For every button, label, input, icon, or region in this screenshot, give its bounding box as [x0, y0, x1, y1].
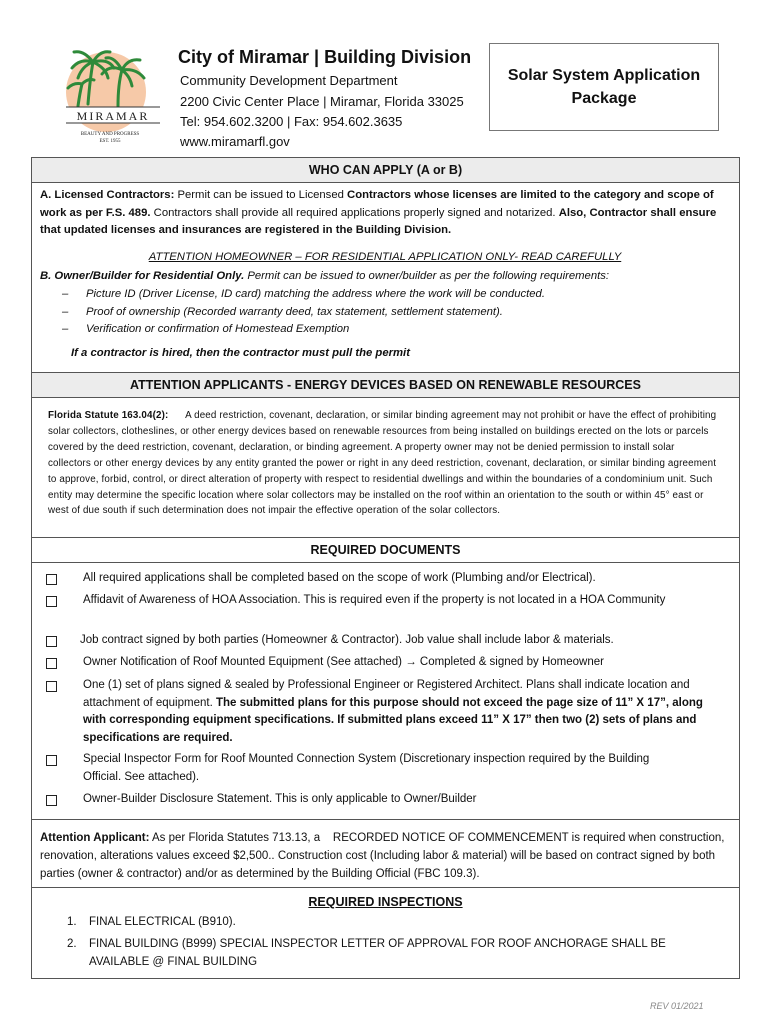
inspection-item: 1. FINAL ELECTRICAL (B910).: [67, 916, 236, 928]
svg-text:MIRAMAR: MIRAMAR: [76, 109, 150, 123]
licensed-text: Permit can be issued to Licensed: [174, 189, 348, 201]
department-line: Community Development Department: [180, 73, 398, 88]
checkbox[interactable]: [46, 755, 57, 766]
arrow-right-icon: →: [405, 656, 417, 668]
divider: [32, 819, 739, 820]
document-item-applications: [44, 570, 724, 590]
phone-line: Tel: 954.602.3200 | Fax: 954.602.3635: [180, 114, 403, 129]
document-item-plans: [44, 677, 724, 749]
address-line: 2200 Civic Center Place | Miramar, Florida 33025: [180, 94, 464, 109]
checkbox[interactable]: [46, 795, 57, 806]
document-item-hoa-affidavit: [44, 592, 724, 630]
required-documents-heading: REQUIRED DOCUMENTS: [310, 543, 461, 557]
statute-label: Florida Statute 163.04(2):: [48, 410, 169, 421]
checkbox[interactable]: [46, 574, 57, 585]
revision-label: REV 01/2021: [650, 1001, 704, 1011]
document-text: Owner Notification of Roof Mounted Equipment (See attached) → Completed & signed by Homeowner: [83, 656, 604, 668]
document-text: All required applications shall be completed based on the scope of work (Plumbing and/or Electrical).: [83, 572, 596, 584]
document-text: Affidavit of Awareness of HOA Association. This is required even if the property is not located in a HOA Community: [83, 594, 666, 606]
checkbox[interactable]: [46, 596, 57, 607]
document-text: Owner-Builder Disclosure Statement. This is only applicable to Owner/Builder: [83, 793, 477, 805]
document-item-special-inspector: [44, 751, 724, 789]
owner-builder-list: [62, 286, 732, 339]
divider: [32, 397, 739, 398]
document-item-owner-notification: [44, 654, 724, 674]
city-logo: [58, 44, 168, 149]
list-item: – Verification or confirmation of Homestead Exemption: [62, 323, 350, 335]
application-title-box: [489, 43, 719, 131]
document-text: Special Inspector Form for Roof Mounted Connection System (Discretionary inspection required by the Building Official. See attached).: [83, 753, 650, 783]
attention-applicant-label: Attention Applicant:: [40, 832, 150, 844]
required-inspections-heading: REQUIRED INSPECTIONS: [308, 895, 463, 909]
licensed-text-2: Contractors shall provide all required applications properly signed and notarized.: [150, 206, 559, 219]
svg-text:BEAUTY AND PROGRESS: BEAUTY AND PROGRESS: [80, 132, 140, 137]
licensed-contractors-paragraph: [40, 187, 730, 240]
divider: [32, 182, 739, 183]
division-title: City of Miramar | Building Division: [178, 47, 472, 67]
svg-text:EST. 1955: EST. 1955: [99, 139, 121, 144]
statute-text: A deed restriction, covenant, declaration, or similar binding agreement may not prohibit or have the effect of prohibiting solar collectors, clotheslines, or other energy devices based on renewable resources from being installed on buildings erected on the lots or parcels covered by the deed restriction, covenant, declaration, or binding agreement. A property owner may not be denied permission to install solar collectors or other energy devices by any entity granted the power or right in any deed restriction, covenant, declaration, or similar binding agreement to approve, forbid, control, or direct alteration of property with respect to residential dwellings and within the boundaries of a condominium unit. Such entity may determine the specific location where solar collectors may be installed on the roof within an orientation to the south or within 45° east or west of due south if such determination does not impair the effective operation of the solar collectors.: [48, 410, 720, 517]
energy-devices-heading: ATTENTION APPLICANTS - ENERGY DEVICES BASED ON RENEWABLE RESOURCES: [32, 373, 739, 397]
owner-builder-paragraph: [40, 268, 730, 286]
application-title-line2: Package: [571, 90, 637, 107]
document-item-owner-builder-disclosure: [44, 791, 724, 811]
checkbox[interactable]: [46, 681, 57, 692]
list-item: – Picture ID (Driver License, ID card) matching the address where the work will be conducted.: [62, 288, 545, 300]
licensed-contractors-label: A. Licensed Contractors:: [40, 189, 175, 201]
application-title-line1: Solar System Application: [507, 67, 701, 84]
document-item-job-contract: [44, 632, 724, 652]
website-link[interactable]: www.miramarfl.gov: [180, 134, 290, 149]
homeowner-attention: ATTENTION HOMEOWNER – FOR RESIDENTIAL APPLICATION ONLY- READ CAREFULLY: [148, 251, 622, 263]
inspection-item: 2. FINAL BUILDING (B999) SPECIAL INSPECTOR LETTER OF APPROVAL FOR ROOF ANCHORAGE SHALL BE AVAILABLE @ FINAL BUILDING: [67, 938, 666, 968]
divider: [32, 887, 739, 888]
contractor-note: If a contractor is hired, then the contractor must pull the permit: [71, 347, 410, 359]
licensed-bold-text-2: Also, Contractor shall ensure that updated licenses and insurances are registered in the Building Division.: [40, 206, 717, 236]
notice-of-commencement-paragraph: [40, 829, 730, 883]
checkbox[interactable]: [46, 636, 57, 647]
who-can-apply-heading: WHO CAN APPLY (A or B): [32, 158, 739, 182]
checkbox[interactable]: [46, 658, 57, 669]
florida-statute-paragraph: [48, 408, 720, 519]
divider: [32, 562, 739, 563]
owner-builder-label: B. Owner/Builder for Residential Only.: [40, 270, 245, 282]
owner-builder-text: Permit can be issued to owner/builder as per the following requirements:: [244, 270, 610, 282]
document-text: Job contract signed by both parties (Homeowner & Contractor). Job value shall include labor & materials.: [80, 634, 614, 646]
list-item: – Proof of ownership (Recorded warranty deed, tax statement, settlement statement).: [62, 305, 503, 318]
licensed-bold-text: Contractors whose licenses are limited to the category and scope of work as per F.S. 489.: [40, 189, 714, 219]
document-text: One (1) set of plans signed & sealed by Professional Engineer or Registered Architect. Plans shall indicate location and attachment of equipment. The submitted plans for this purpose should not exceed the page size of 11” X 17”, along with corresponding equipment specifications. If submitted plans exceed 11” X 17” then two (2) sets of plans and specifications are required.: [83, 679, 703, 744]
notice-text: As per Florida Statutes 713.13, a RECORDED NOTICE OF COMMENCEMENT is required when construction, renovation, alterations values exceed $2,500.. Construction cost (Including labor & material) will be based on contract signed by both parties (owner & contractor) and/or as determined by the Building Official (FBC 109.3).: [40, 832, 728, 880]
